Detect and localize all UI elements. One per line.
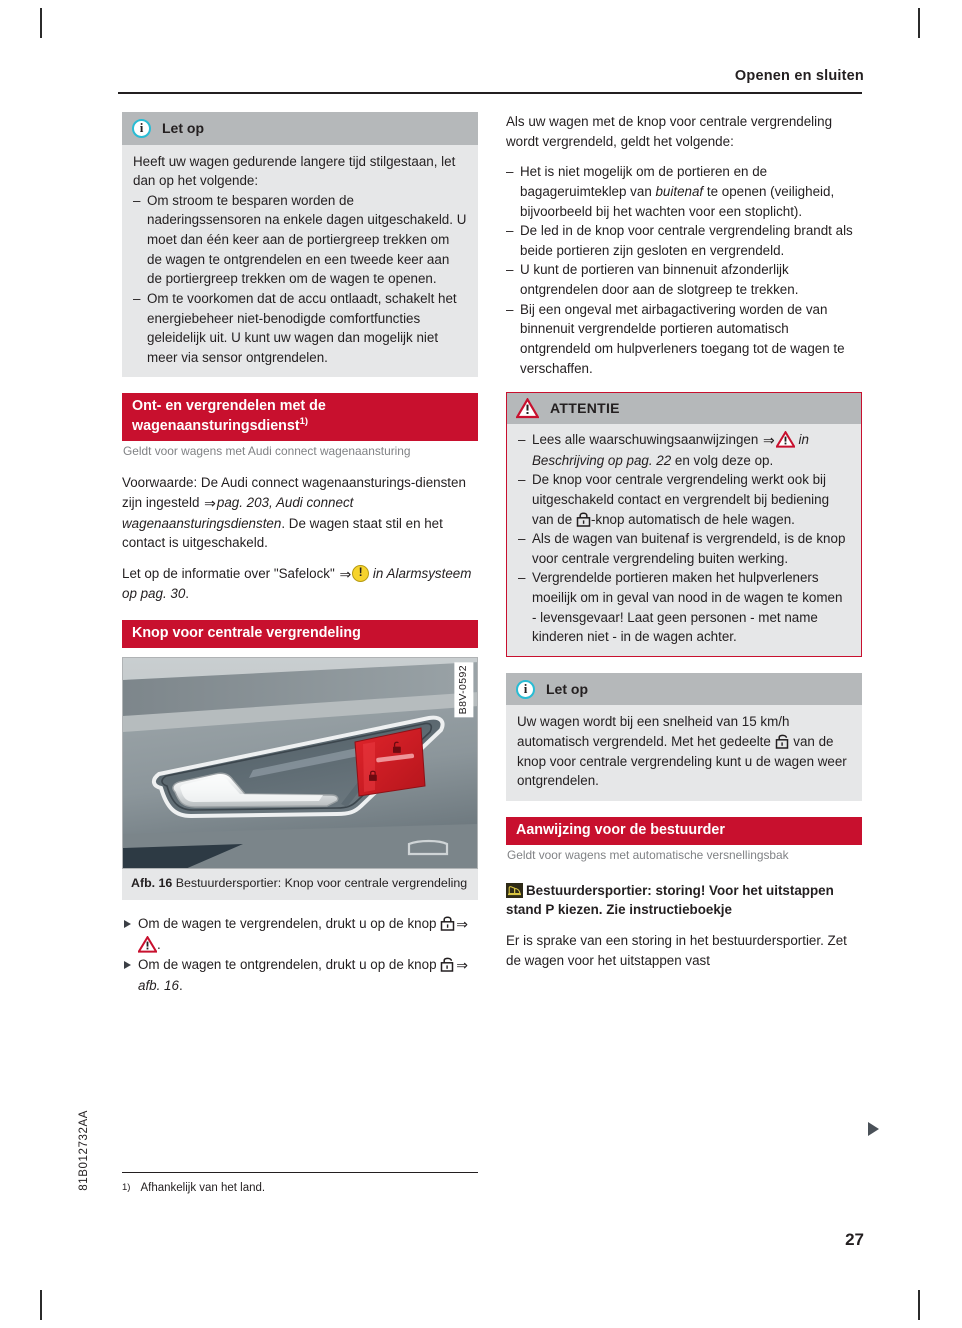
note-box-let-op-speed <box>506 673 862 801</box>
warning-box-attentie <box>506 392 862 657</box>
section-condition: Geldt voor wagens met Audi connect wagenaansturing <box>123 444 411 459</box>
section-knop-centrale-vergrendeling <box>122 620 478 995</box>
cross-reference[interactable]: pag. 203, Audi connect wagenaansturingsdiensten <box>122 495 354 531</box>
cross-reference-arrow-icon: ⇒ <box>456 916 468 933</box>
list-item <box>518 430 850 470</box>
header-divider <box>118 92 862 94</box>
display-message <box>506 881 862 920</box>
note-intro-text: Heeft uw wagen gedurende langere tijd stilgestaan, let dan op het volgende: <box>133 153 456 189</box>
list-item: – U kunt de portieren van binnenuit afzonderlijk ontgrendelen door aan de slotgreep te trekken. <box>506 260 862 299</box>
note-box-body <box>122 145 478 378</box>
note-text <box>517 712 851 791</box>
paragraph-text: Let op de informatie over "Safelock" <box>122 565 339 581</box>
right-intro-list <box>506 162 862 378</box>
lock-closed-icon <box>440 916 455 931</box>
section-heading: Knop voor centrale vergrendeling <box>122 620 478 648</box>
figure-image <box>122 657 478 869</box>
step-text: Om de wagen te vergrendelen, drukt u op de knop <box>138 916 441 932</box>
page-number: 27 <box>845 1230 864 1249</box>
list-item: – Als de wagen van buitenaf is vergrendeld, is de knop voor centrale vergrendeling buiten werking. <box>518 529 850 568</box>
cross-reference-arrow-icon: ⇒ <box>204 495 216 512</box>
cross-reference-arrow-icon: ⇒ <box>456 957 468 974</box>
right-column <box>506 112 862 981</box>
lock-open-icon <box>440 957 455 972</box>
paragraph-safelock <box>122 564 478 604</box>
door-open-warning-icon <box>506 883 523 898</box>
section-condition: Geldt voor wagens met automatische versnellingsbak <box>507 848 789 863</box>
list-item <box>122 955 478 995</box>
paragraph-text: Voorwaarde: De Audi connect wagenaansturings-diensten zijn ingesteld <box>122 475 466 511</box>
section-wagenaansturingsdienst <box>122 393 478 604</box>
list-item: – Bij een ongeval met airbagactivering worden de van binnenuit vergrendelde portieren automatisch ontgrendeld om hulpverleners toegang tot de wagen te verschaffen. <box>506 300 862 379</box>
note-box-header <box>122 112 478 145</box>
cross-reference[interactable]: in Beschrijving op pag. 22 <box>532 432 809 468</box>
warning-triangle-icon <box>776 431 795 448</box>
step-text-end: . <box>178 977 183 993</box>
display-message-text: Bestuurdersportier: storing! Voor het uitstappen stand P kiezen. Zie instructieboekje <box>506 882 834 918</box>
instruction-steps-list <box>122 914 478 995</box>
list-item <box>122 914 478 954</box>
list-item-text-end: en volg deze op. <box>671 452 774 468</box>
note-box-header <box>506 673 862 706</box>
warning-box-header <box>507 393 861 424</box>
left-column <box>122 112 478 1006</box>
section-heading <box>122 393 478 441</box>
footnote <box>122 1173 478 1194</box>
figure-16 <box>122 657 478 900</box>
figure-caption <box>122 869 478 900</box>
footnote-area <box>122 1172 478 1194</box>
figure-image-code: B8V-0592 <box>454 662 473 717</box>
continuation-arrow-icon <box>868 1122 879 1136</box>
warning-triangle-icon <box>516 398 539 419</box>
lock-closed-icon <box>576 512 591 527</box>
warning-box-title: ATTENTIE <box>550 400 620 417</box>
note-box-body <box>506 705 862 801</box>
section-heading-footnote-marker: 1) <box>299 415 309 427</box>
footnote-text: Afhankelijk van het land. <box>140 1182 266 1195</box>
note-box-let-op <box>122 112 478 377</box>
list-item-text: Lees alle waarschuwingsaanwijzingen <box>532 432 763 448</box>
paragraph-text: . <box>185 586 190 602</box>
info-circle-icon <box>132 119 151 138</box>
lock-open-icon <box>775 734 790 749</box>
cross-reference[interactable]: in Alarmsysteem op pag. 30 <box>122 565 472 602</box>
paragraph-voorwaarde <box>122 473 478 552</box>
list-item-text-end: -knop automatisch de hele wagen. <box>590 511 795 527</box>
list-item-text-end: te openen (veiligheid, bijvoorbeeld bij het wachten voor een stoplicht). <box>520 183 835 219</box>
figure-caption-text: Bestuurdersportier: Knop voor centrale vergrendeling <box>175 876 468 891</box>
cross-reference-arrow-icon: ⇒ <box>339 565 352 582</box>
document-part-number: 81B012732AA <box>78 1110 90 1191</box>
footnote-marker: 1) <box>122 1182 131 1194</box>
section-heading: Aanwijzing voor de bestuurder <box>506 817 862 845</box>
step-text: Om de wagen te ontgrendelen, drukt u op de knop <box>138 957 441 973</box>
warning-box-body <box>507 424 861 656</box>
warning-triangle-icon <box>138 936 157 953</box>
driver-body-text: Er is sprake van een storing in het bestuurdersportier. Zet de wagen voor het uitstappen vast <box>506 933 847 968</box>
cross-reference[interactable]: afb. 16 <box>138 977 179 993</box>
running-header: Openen en sluiten <box>734 68 864 84</box>
warning-dash-list <box>518 430 850 647</box>
note-dash-list <box>133 191 467 368</box>
list-item <box>506 162 862 221</box>
paragraph-text: . De wagen staat stil en het contact is uitgeschakeld. <box>122 515 443 551</box>
note-text-start: Uw wagen wordt bij een snelheid van 15 km/h automatisch vergrendeld. Met het gedeelte <box>517 714 790 749</box>
info-circle-icon <box>516 680 535 699</box>
list-item-emphasis: buitenaf <box>655 183 704 199</box>
note-text-end: van de knop voor centrale vergrendeling kunt u de wagen weer ontgrendelen. <box>517 734 847 789</box>
list-item-text: De knop voor centrale vergrendeling werkt ook bij uitgeschakeld contact en vergrendelt bij bediening van de <box>532 472 830 527</box>
note-box-title: Let op <box>546 680 588 697</box>
right-intro-text: Als uw wagen met de knop voor centrale vergrendeling wordt vergrendeld, geldt het volgende: <box>506 114 833 149</box>
figure-caption-label: Afb. 16 <box>131 876 173 891</box>
note-box-title: Let op <box>162 120 204 136</box>
yellow-exclamation-icon <box>352 565 369 582</box>
list-item <box>518 470 850 529</box>
list-item-text: Het is niet mogelijk om de portieren en de bagageruimteklep van <box>520 164 768 199</box>
section-aanwijzing-bestuurder <box>506 817 862 970</box>
list-item: – Vergrendelde portieren maken het hulpverleners moeilijk om in geval van nood in de wagen te komen - levensgevaar! Laat geen personen - met name kinderen niet - in de wagen achter. <box>518 568 850 647</box>
section-heading-text: Ont- en vergrendelen met de wagenaansturingsdienst <box>132 398 326 434</box>
list-item: – Om te voorkomen dat de accu ontlaadt, schakelt het energiebeheer niet-benodigde comfortfuncties geleidelijk uit. U kunt uw wagen dan mogelijk niet meer via sensor ontgrendelen. <box>133 289 467 368</box>
list-item: – De led in de knop voor centrale vergrendeling brandt als beide portieren zijn gesloten en vergrendeld. <box>506 221 862 260</box>
list-item: – Om stroom te besparen worden de naderingssensoren na enkele dagen uitgeschakeld. U moet dan één keer aan de portiergreep trekken om de wagen te ontgrendelen en een tweede keer aan de portiergreep trekken om de wagen te openen. <box>133 191 467 289</box>
door-panel-illustration <box>123 658 478 869</box>
step-text-end: . <box>157 936 161 952</box>
cross-reference-arrow-icon: ⇒ <box>763 432 775 449</box>
